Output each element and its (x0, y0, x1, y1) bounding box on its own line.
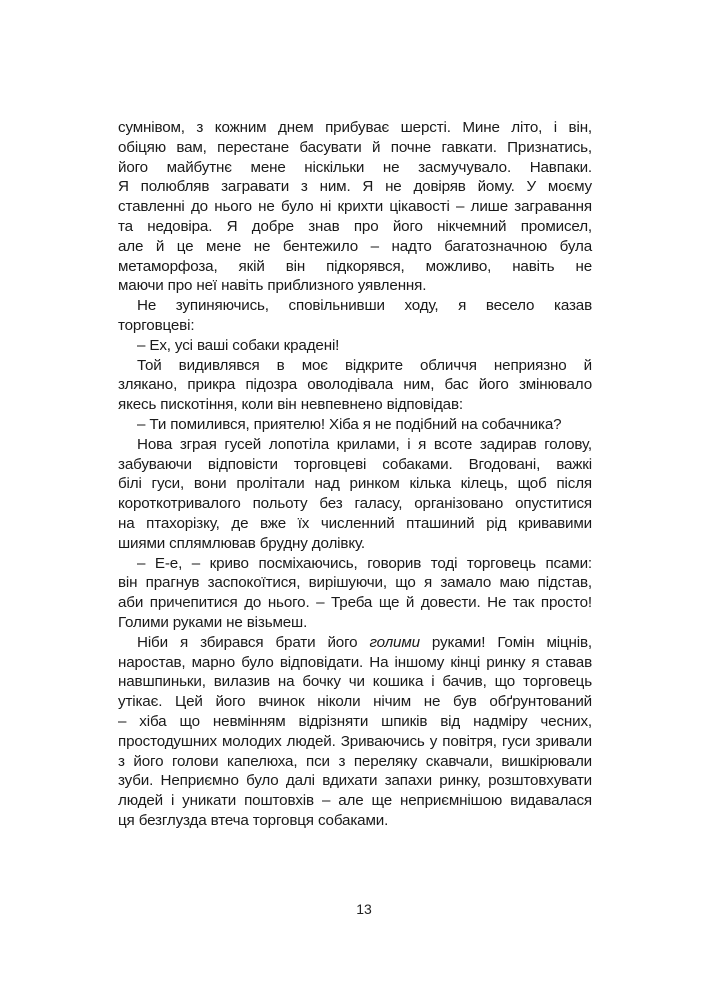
text-line: Нова зграя гусей лопотіла крилами, і я всоте задирав голову, (137, 435, 592, 453)
text-line: ця безглузда втеча торговця собаками. (118, 811, 389, 829)
book-page-text (118, 118, 592, 831)
paragraph (118, 554, 592, 633)
text-line: – хіба що невмінням відрізняти шпиків від надміру чесних, (118, 712, 592, 730)
text-line: зуби. Неприємно було далі вдихати запахи ринку, розштовхувати (118, 772, 592, 790)
text-line: білі гуси, вони пролітали над ринком кілька кілець, щоб після (118, 475, 592, 493)
text-line: обіцяю вам, перестане басувати й почне гавкати. Признатись, (118, 138, 592, 156)
text-line: забуваючи відповісти торговцеві собаками. Вгодовані, важкі (118, 455, 592, 473)
text-line: маючи про неї навіть приблизного уявлення. (118, 277, 427, 295)
text-line: злякано, прикра підозра оволодівала ним, бас його змінювало (118, 376, 592, 394)
text-line: наростав, марно було відповідати. На іншому кінці ринку я ставав (118, 653, 592, 671)
text-line: він прагнув заспокоїтися, вирішуючи, що я замало маю підстав, (118, 574, 592, 592)
text-line: – Ти помилився, приятелю! Хіба я не подібний на собачника? (137, 415, 562, 433)
text-line: Я полюбляв загравати з ним. Я не довіряв йому. У моєму (118, 178, 592, 196)
text-line: Ніби я збирався брати його голими руками! Гомін міцнів, (137, 633, 592, 651)
text-line: простодушних молодих людей. Зриваючись у повітря, гуси зривали (118, 732, 592, 750)
text-line: сумнівом, з кожним днем прибуває шерсті. Мине літо, і він, (118, 119, 592, 136)
text-line: людей і уникати поштовхів – але ще неприємнішою видавалася (118, 792, 592, 810)
text-line: Голими руками не візьмеш. (118, 613, 308, 631)
page-number: 13 (356, 901, 372, 917)
text-line: з його голови капелюха, пси з переляку скавчали, вишкірювали (118, 752, 592, 770)
text-line: Той видивлявся в моє відкрите обличчя неприязно й (137, 356, 592, 374)
text-line: його майбутнє мене ніскільки не засмучувало. Навпаки. (118, 158, 592, 176)
text-line: ставленні до нього не було ні крихти цікавості – лише загравання (118, 198, 592, 216)
paragraph (118, 118, 592, 296)
paragraph (118, 356, 592, 415)
text-line: Не зупиняючись, сповільнивши ходу, я весело казав (137, 297, 592, 315)
text-line: метаморфоза, якій він підкорявся, можливо, навіть не (118, 257, 592, 275)
paragraph (118, 296, 592, 336)
text-line: та недовіра. Я добре знав про його нікчемний промисел, (118, 217, 592, 235)
paragraph (118, 336, 592, 356)
paragraph (118, 415, 592, 435)
text-line: торговцеві: (118, 316, 195, 334)
text-line: якесь пискотіння, коли він невпевнено відповідав: (118, 396, 463, 414)
text-line: – Ех, усі ваші собаки крадені! (137, 336, 340, 354)
text-line: навшпиньки, вилазив на бочку чи кошика і бачив, що торговець (118, 673, 592, 691)
paragraph (118, 633, 592, 831)
text-line: аби причепитися до нього. – Треба ще й довести. Не так просто! (118, 594, 592, 612)
text-line: утікає. Цей його вчинок ніколи нічим не був обґрунтований (118, 693, 592, 711)
text-line: але й це мене не бентежило – надто багатозначною була (118, 237, 592, 255)
text-line: короткотривалого польоту без галасу, організовано опуститися (118, 495, 592, 513)
text-line: – Е-е, – криво посміхаючись, говорив тоді торговець псами: (137, 554, 592, 572)
text-line: на птахорізку, де вже їх численний пташиний рід кривавими (118, 514, 592, 532)
text-line: шиями сплямлював брудну долівку. (118, 534, 365, 552)
paragraph (118, 435, 592, 554)
